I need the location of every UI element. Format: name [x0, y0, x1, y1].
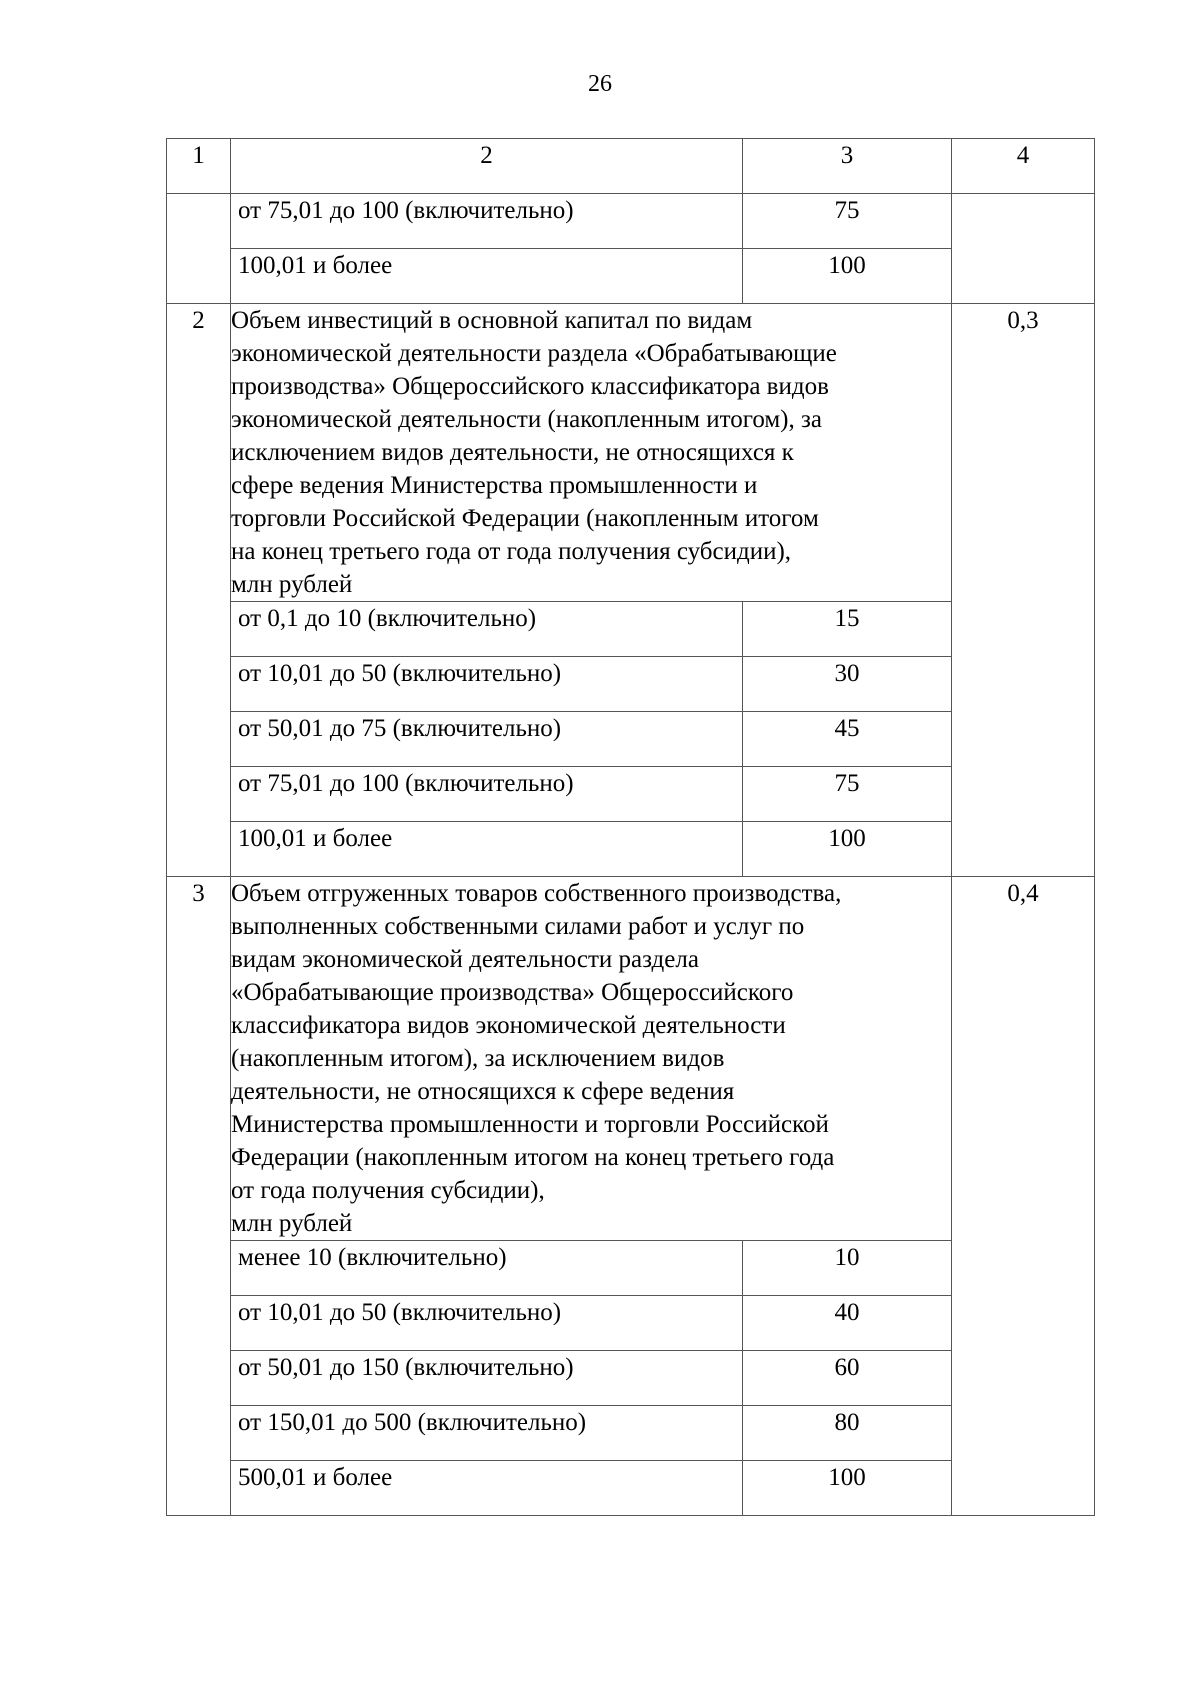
- criteria-table: [166, 138, 1095, 1516]
- score-cell: 45: [743, 712, 952, 767]
- score-cell: 40: [743, 1296, 952, 1351]
- range-cell: от 150,01 до 500 (включительно): [231, 1406, 743, 1461]
- criterion-row: [167, 877, 1095, 1241]
- description-line: исключением видов деятельности, не относящихся к: [231, 439, 794, 466]
- description-line: экономической деятельности (накопленным итогом), за: [231, 406, 822, 433]
- range-cell: от 10,01 до 50 (включительно): [231, 1296, 743, 1351]
- weight-cell: [952, 194, 1095, 304]
- description-line: Министерства промышленности и торговли Российской: [231, 1111, 829, 1138]
- description-line: экономической деятельности раздела «Обрабатывающие: [231, 340, 837, 367]
- description-line: от года получения субсидии),: [231, 1177, 545, 1204]
- range-cell: от 75,01 до 100 (включительно): [231, 767, 743, 822]
- score-cell: 80: [743, 1406, 952, 1461]
- range-cell: 100,01 и более: [231, 249, 743, 304]
- range-cell: от 50,01 до 75 (включительно): [231, 712, 743, 767]
- score-cell: 30: [743, 657, 952, 712]
- score-cell: 60: [743, 1351, 952, 1406]
- score-cell: 100: [743, 249, 952, 304]
- score-cell: 100: [743, 822, 952, 877]
- description-line: торговли Российской Федерации (накопленным итогом: [231, 505, 819, 532]
- description-line: Объем отгруженных товаров собственного производства,: [231, 880, 842, 907]
- header-cell-4: 4: [952, 139, 1095, 194]
- range-cell: от 10,01 до 50 (включительно): [231, 657, 743, 712]
- description-line: (накопленным итогом), за исключением видов: [231, 1045, 725, 1072]
- range-cell: менее 10 (включительно): [231, 1241, 743, 1296]
- page-number: 26: [588, 71, 612, 97]
- description-line: «Обрабатывающие производства» Общероссийского: [231, 979, 794, 1006]
- criterion-weight: 0,3: [952, 304, 1095, 877]
- score-cell: 10: [743, 1241, 952, 1296]
- score-cell: 75: [743, 194, 952, 249]
- description-line: сфере ведения Министерства промышленности и: [231, 472, 758, 499]
- criterion-number: 2: [167, 304, 231, 877]
- criterion-description: [231, 877, 952, 1241]
- description-line: классификатора видов экономической деятельности: [231, 1012, 786, 1039]
- description-line: производства» Общероссийского классификатора видов: [231, 373, 829, 400]
- description-line: Федерации (накопленным итогом на конец третьего года: [231, 1144, 835, 1171]
- description-line: Объем инвестиций в основной капитал по видам: [231, 307, 753, 334]
- range-cell: от 0,1 до 10 (включительно): [231, 602, 743, 657]
- score-cell: 15: [743, 602, 952, 657]
- description-line: млн рублей: [231, 571, 353, 598]
- description-line: видам экономической деятельности раздела: [231, 946, 699, 973]
- range-cell: 100,01 и более: [231, 822, 743, 877]
- score-cell: 100: [743, 1461, 952, 1516]
- description-line: деятельности, не относящихся к сфере ведения: [231, 1078, 735, 1105]
- number-cell: [167, 194, 231, 304]
- table-row: [167, 194, 1095, 249]
- criterion-row: [167, 304, 1095, 602]
- header-cell-3: 3: [743, 139, 952, 194]
- description-line: млн рублей: [231, 1210, 353, 1237]
- range-cell: 500,01 и более: [231, 1461, 743, 1516]
- criterion-description: [231, 304, 952, 602]
- range-cell: от 50,01 до 150 (включительно): [231, 1351, 743, 1406]
- score-cell: 75: [743, 767, 952, 822]
- header-cell-2: 2: [231, 139, 743, 194]
- range-cell: от 75,01 до 100 (включительно): [231, 194, 743, 249]
- header-row: [167, 139, 1095, 194]
- criterion-weight: 0,4: [952, 877, 1095, 1516]
- description-line: выполненных собственными силами работ и услуг по: [231, 913, 805, 940]
- header-cell-1: 1: [167, 139, 231, 194]
- criterion-number: 3: [167, 877, 231, 1516]
- description-line: на конец третьего года от года получения субсидии),: [231, 538, 792, 565]
